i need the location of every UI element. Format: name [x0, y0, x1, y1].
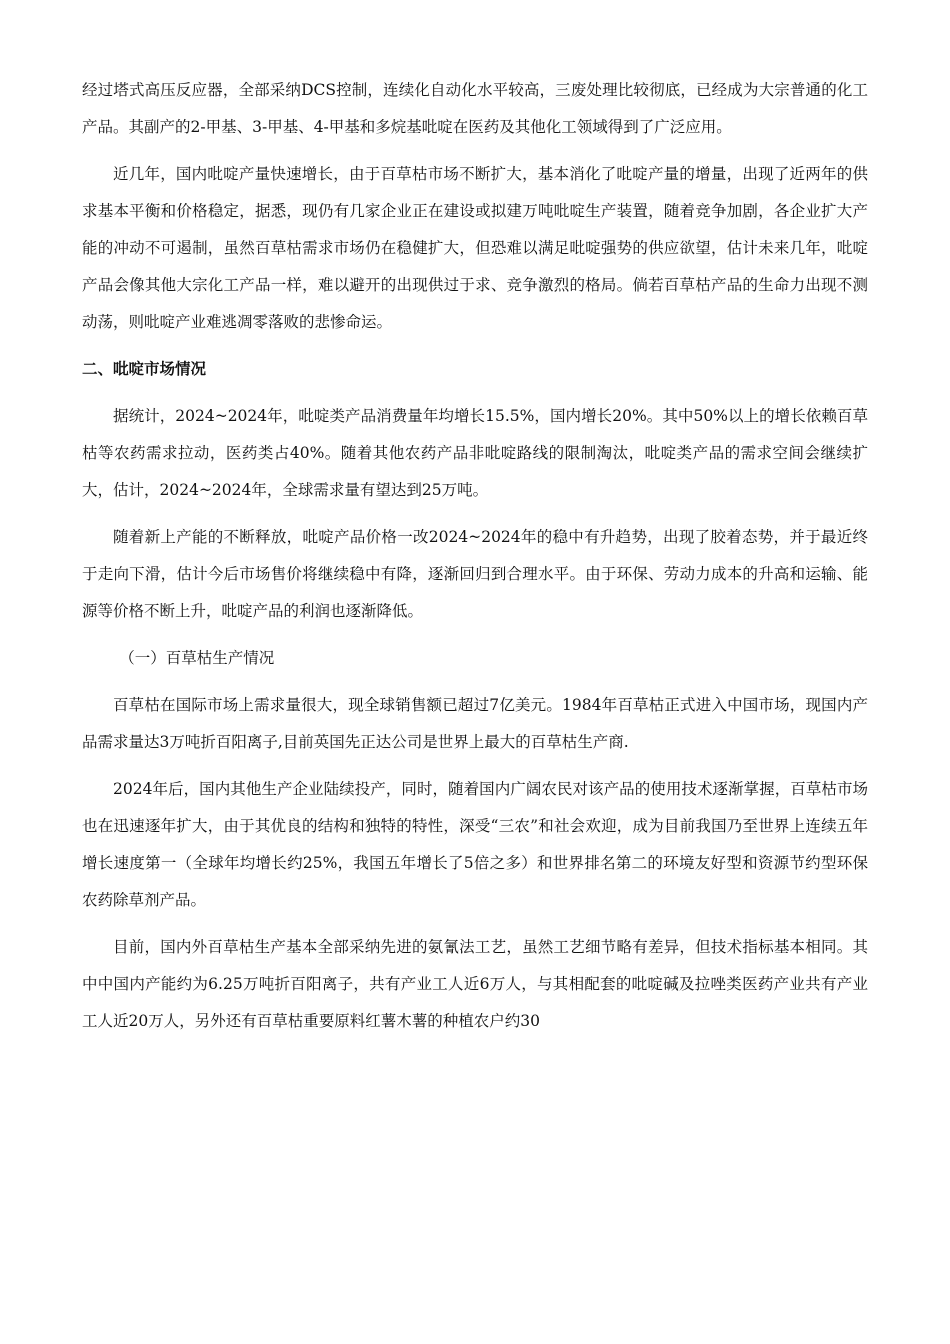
section-heading-pyridine-market: 二、吡啶市场情况: [82, 360, 207, 378]
paragraph-domestic-output: 近几年，国内吡啶产量快速增长，由于百草枯市场不断扩大，基本消化了吡啶产量的增量，出现了近两年的供求基本平衡和价格稳定，据悉，现仍有几家企业正在建设或拟建万吨吡啶生产装置，随着竞争加剧，各企业扩大产能的冲动不可遏制，虽然百草枯需求市场仍在稳健扩大，但恐难以满足吡啶强势的供应欲望，估计未来几年，吡啶产品会像其他大宗化工产品一样，难以避开的出现供过于求、竞争激烈的格局。倘若百草枯产品的生命力出现不测动荡，则吡啶产业难逃凋零落败的悲惨命运。: [82, 165, 868, 331]
paragraph-paraquat-market: 百草枯在国际市场上需求量很大，现全球销售额已超过7亿美元。1984年百草枯正式进入中国市场，现国内产品需求量达3万吨折百阳离子,目前英国先正达公司是世界上最大的百草枯生产商.: [82, 696, 868, 751]
document-page: [82, 72, 868, 1050]
paragraph-price-trend: 随着新上产能的不断释放，吡啶产品价格一改2024~2024年的稳中有升趋势，出现了胶着态势，并于最近终于走向下滑，估计今后市场售价将继续稳中有降，逐渐回归到合理水平。由于环保、劳动力成本的升高和运输、能源等价格不断上升，吡啶产品的利润也逐渐降低。: [82, 528, 868, 620]
paragraph-production-process: 经过塔式高压反应器，全部采纳DCS控制，连续化自动化水平较高，三废处理比较彻底，已经成为大宗普通的化工产品。其副产的2-甲基、3-甲基、4-甲基和多烷基吡啶在医药及其他化工领域得到了广泛应用。: [82, 81, 868, 136]
paragraph-domestic-producers: 2024年后，国内其他生产企业陆续投产，同时，随着国内广阔农民对该产品的使用技术逐渐掌握，百草枯市场也在迅速逐年扩大，由于其优良的结构和独特的特性，深受“三农”和社会欢迎，成为目前我国乃至世界上连续五年增长速度第一（全球年均增长约25%，我国五年增长了5倍之多）和世界排名第二的环境友好型和资源节约型环保农药除草剂产品。: [82, 780, 868, 909]
paragraph-consumption-statistics: 据统计，2024~2024年，吡啶类产品消费量年均增长15.5%，国内增长20%。其中50%以上的增长依赖百草枯等农药需求拉动，医药类占40%。随着其他农药产品非吡啶路线的限制淘汰，吡啶类产品的需求空间会继续扩大，估计，2024~2024年，全球需求量有望达到25万吨。: [82, 407, 868, 499]
subsection-heading-paraquat-production: （一）百草枯生产情况: [119, 649, 275, 667]
paragraph-process-capacity: 目前，国内外百草枯生产基本全部采纳先进的氨氰法工艺，虽然工艺细节略有差异，但技术指标基本相同。其中中国内产能约为6.25万吨折百阳离子，共有产业工人近6万人，与其相配套的吡啶碱及拉唑类医药产业共有产业工人近20万人，另外还有百草枯重要原料红薯木薯的种植农户约30: [82, 938, 868, 1030]
